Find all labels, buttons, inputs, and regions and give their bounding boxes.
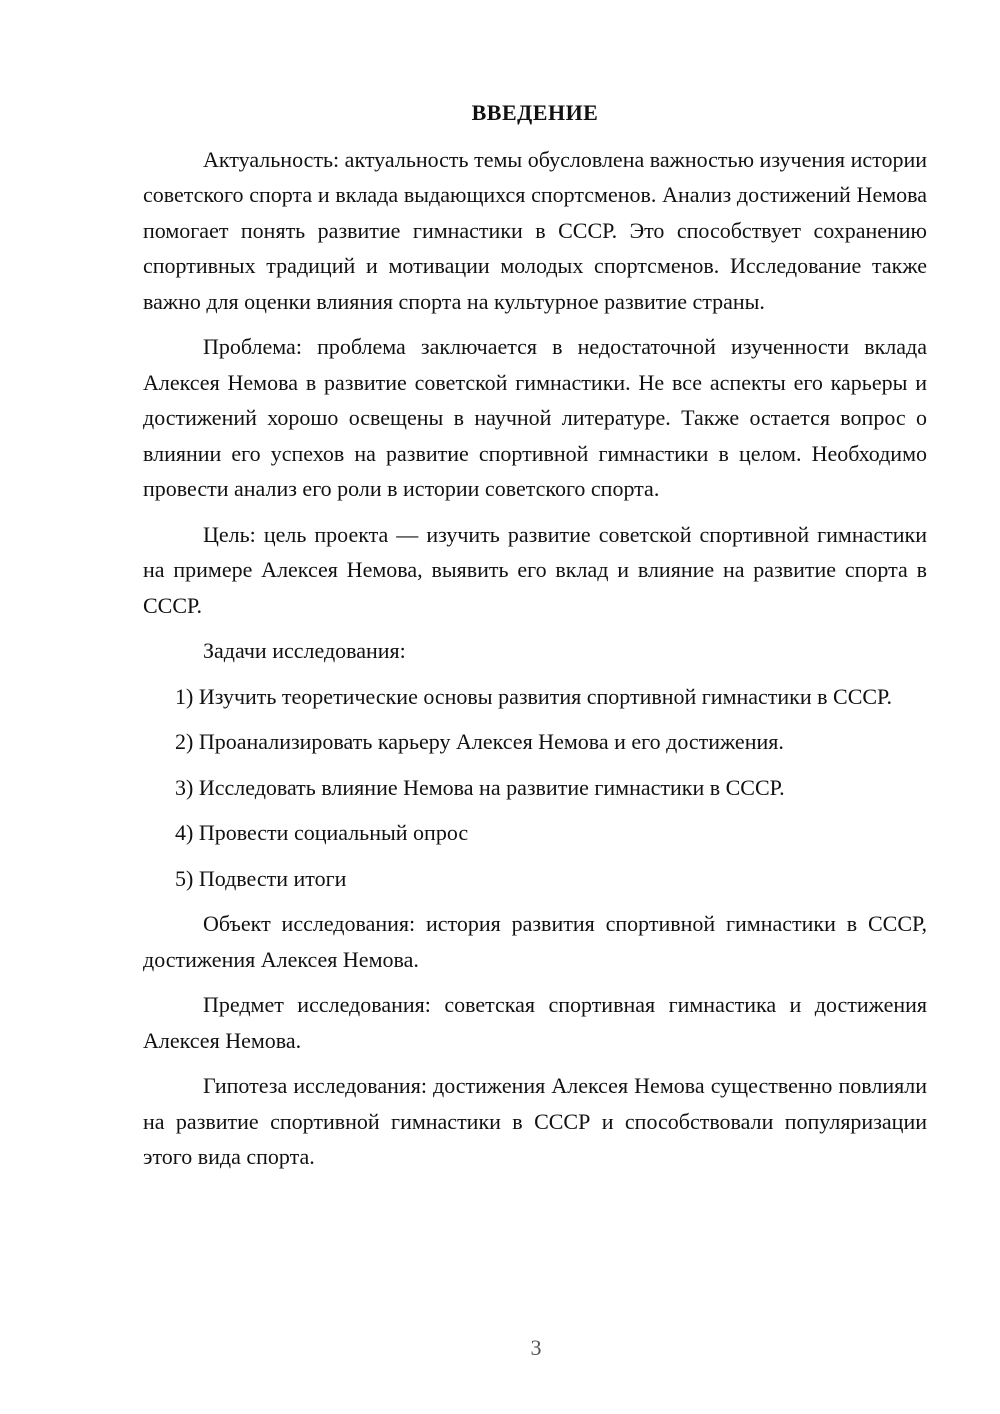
- task-item-5: 5) Подвести итоги: [175, 865, 347, 891]
- page-number: 3: [530, 1335, 542, 1360]
- task-item-2: 2) Проанализировать карьеру Алексея Немова и его достижения.: [175, 729, 784, 754]
- paragraph-relevance: Актуальность: актуальность темы обусловлена важностью изучения истории советского спорта и вклада выдающихся спортсменов. Анализ достижений Немова помогает понять развитие гимнастики в СССР. Это способствует сохранению спортивных традиций и мотивации молодых спортсменов. Исследование также важно для оценки влияния спорта на культурное развитие страны.: [143, 146, 927, 314]
- paragraph-object: Объект исследования: история развития спортивной гимнастики в СССР, достижения Алексея Немова.: [143, 911, 927, 972]
- task-item-1: 1) Изучить теоретические основы развития спортивной гимнастики в СССР.: [175, 683, 893, 709]
- task-item-4: 4) Провести социальный опрос: [175, 820, 469, 845]
- page-title: ВВЕДЕНИЕ: [471, 100, 599, 125]
- document-page: [143, 95, 927, 1185]
- task-item-3: 3) Исследовать влияние Немова на развитие гимнастики в СССР.: [175, 774, 785, 800]
- paragraph-problem: Проблема: проблема заключается в недостаточной изученности вклада Алексея Немова в развитие советской гимнастики. Не все аспекты его карьеры и достижений хорошо освещены в научной литературе. Также остается вопрос о влиянии его успехов на развитие спортивной гимнастики в целом. Необходимо провести анализ его роли в истории советского спорта.: [143, 334, 927, 501]
- paragraph-subject: Предмет исследования: советская спортивная гимнастика и достижения Алексея Немова.: [143, 992, 927, 1053]
- paragraph-hypothesis: Гипотеза исследования: достижения Алексея Немова существенно повлияли на развитие спортивной гимнастики в СССР и способствовали популяризации этого вида спорта.: [143, 1073, 927, 1169]
- tasks-heading: Задачи исследования:: [203, 638, 406, 663]
- paragraph-goal: Цель: цель проекта — изучить развитие советской спортивной гимнастики на примере Алексея Немова, выявить его вклад и влияние на развитие спорта в СССР.: [143, 521, 927, 618]
